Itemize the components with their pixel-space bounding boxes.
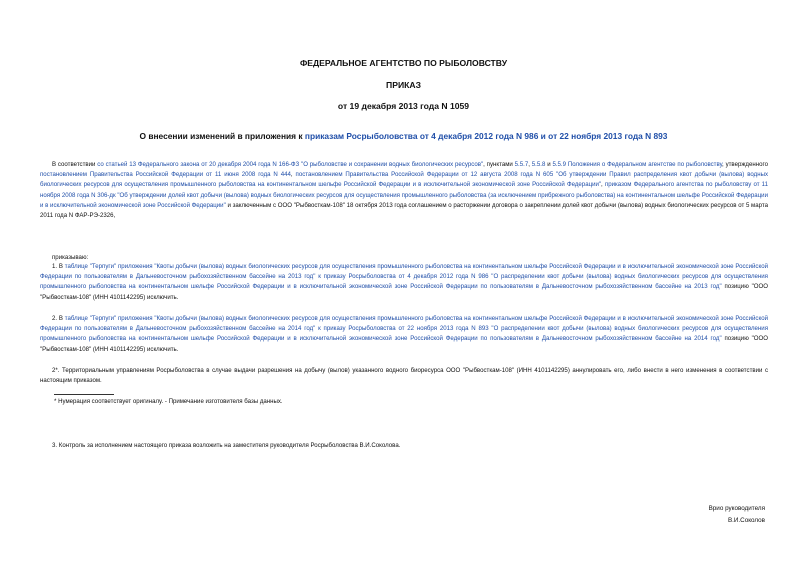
item-text: позицию "ООО "Рыбвосткам-108" (ИНН 4101142295) исключить. [40, 335, 768, 353]
intro-text: и [545, 161, 553, 168]
intro-text: , [601, 181, 605, 189]
item-2-table-link[interactable]: таблице "Терпуги" приложения "Квоты добычи (вылова) водных биологических ресурсов для осуществления промышленного рыболовства на континентальном шельфе Российской Федерации и в исключительной экономической зоне Российской Федерации по пользователям в Дальневосточном рыбохозяйственном бассейне на 2014 год" к приказу Росрыболовства от 22 ноября 2013 года N 893 "О распределении квот добычи (вылова) водных биологических ресурсов для осуществления промышленного рыболовства на континентальном шельфе Российской Федерации и в исключительной экономической зоне Российской Федерации по пользователям в Дальневосточном рыбохозяйственном бассейне на 2014 год" [40, 315, 768, 343]
intro-text: и заключенным с ООО "Рыбвосткам-108" 18 октября 2013 года соглашением о расторжении договора о закреплении долей квот добычи (вылова) водных биологических ресурсов от 5 марта 2011 года N ФАР-РЭ-2326, [40, 201, 768, 220]
item-text: позицию "ООО "Рыбвосткам-108" (ИНН 4101142295) исключить. [40, 283, 768, 301]
item-2-star-paragraph: 2*. Территориальным управлениям Росрыболовства в случае выдачи разрешения на добычу (вылов) указанного водного биоресурса ООО "Рыбвосткам-108" (ИНН 4101142295) аннулировать его, либо внести в него изменения в соответствии с настоящим приказом. [40, 367, 768, 385]
agency-heading: ФЕДЕРАЛЬНОЕ АГЕНТСТВО ПО РЫБОЛОВСТВУ [299, 58, 508, 68]
regulation-link[interactable]: 5.5.9 Положения о Федеральном агентстве по рыболовству [552, 161, 723, 168]
document-date-number: от 19 декабря 2013 года N 1059 [337, 101, 470, 111]
resolution-444-link[interactable]: постановлением Правительства Российской Федерации от 11 июня 2008 года N 444 [40, 171, 291, 179]
title-orders-link[interactable]: приказам Росрыболовства от 4 декабря 2012 года N 986 и от 22 ноября 2013 года N 893 [304, 131, 668, 141]
intro-paragraph [40, 160, 768, 221]
intro-text: , пунктами [483, 161, 515, 168]
intro-text: , утвержденного [722, 161, 768, 168]
item-2-paragraph [40, 314, 768, 355]
clause-5-5-8-link[interactable]: 5.5.8 [531, 161, 546, 168]
item-1-table-link[interactable]: таблице "Терпуги" приложения "Квоты добычи (вылова) водных биологических ресурсов для осуществления промышленного рыболовства на континентальном шельфе Российской Федерации и в исключительной экономической зоне Российской Федерации по пользователям в Дальневосточном рыбохозяйственном бассейне на 2013 год" к приказу Росрыболовства от 4 декабря 2012 года N 986 "О распределении квот добычи (вылова) водных биологических ресурсов для осуществления промышленного рыболовства на континентальном шельфе Российской Федерации и в исключительной экономической зоне Российской Федерации по пользователям в Дальневосточном рыбохозяйственном бассейне на 2013 год" [40, 263, 768, 291]
intro-text: , [290, 171, 296, 179]
resolution-605-link[interactable]: постановлением Правительства Российской Федерации от 12 августа 2008 года N 605 "Об утверждении Правил распределения квот добычи (вылова) водных биологических ресурсов для осуществления промышленного рыболовства на континентальном шельфе Российской Федерации и в исключительной экономической зоне Российской Федерации" [40, 171, 769, 189]
footnote-divider [54, 394, 114, 395]
title-prefix: О внесении изменений в приложения к [139, 131, 305, 141]
signature-position: Врио руководителя [708, 505, 765, 512]
order-word: приказываю: [52, 254, 89, 261]
clause-5-5-7-link[interactable]: 5.5.7 [514, 161, 529, 168]
item-1-paragraph [40, 262, 768, 303]
document-title [0, 131, 807, 141]
intro-text: , [528, 161, 532, 168]
item-3-paragraph: 3. Контроль за исполнением настоящего приказа возложить на заместителя руководителя Росрыболовства В.И.Соколова. [52, 442, 401, 449]
item-text: 1. В [52, 263, 65, 270]
document-type-heading: ПРИКАЗ [386, 80, 421, 90]
item-text: 2. В [52, 315, 65, 322]
footnote-text: * Нумерация соответствует оригиналу. - Примечание изготовителя базы данных. [54, 398, 283, 405]
signature-name: В.И.Соколов [727, 517, 765, 524]
order-306-dk-link[interactable]: приказом Федерального агентства по рыболовству от 11 ноября 2008 года N 306-дк "Об утверждении долей квот добычи (вылова) водных биологических ресурсов для осуществления промышленного рыболовства (за исключением прибрежного рыболовства) на континентальном шельфе Российской Федерации и в исключительной экономической зоне Российской Федерации" [40, 181, 769, 209]
federal-law-link[interactable]: со статьей 13 Федерального закона от 20 декабря 2004 года N 166-ФЗ "О рыболовстве и сохранении водных биологических ресурсов" [97, 161, 484, 168]
intro-text: В соответствии [52, 161, 98, 168]
